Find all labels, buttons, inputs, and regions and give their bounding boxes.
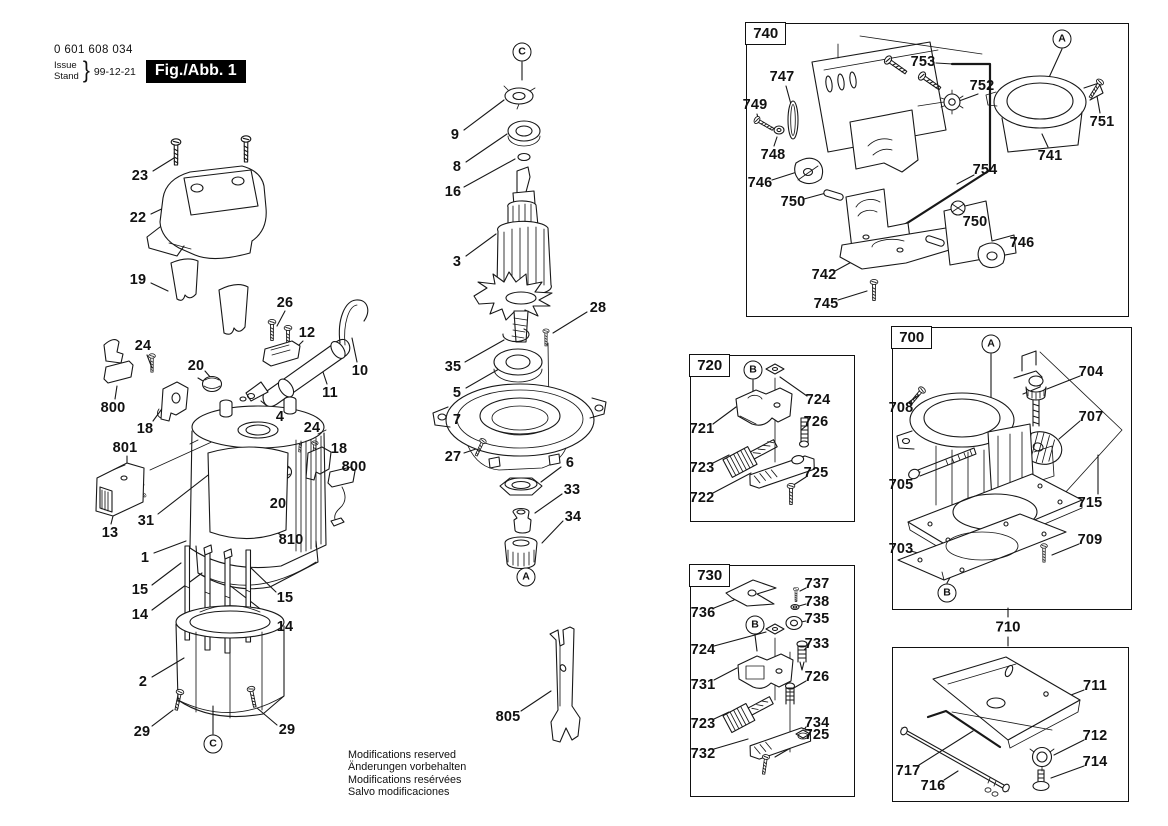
part-callout-1: 1 [140,550,150,566]
part-callout-805: 805 [495,709,521,725]
leader-line [152,573,202,610]
part-800-left-brush-drawing [104,340,133,383]
part-callout-29: 29 [278,722,296,738]
part-callout-749: 749 [742,97,768,113]
part-callout-751: 751 [1089,114,1115,130]
part-callout-724: 724 [690,642,716,658]
part-callout-723: 723 [690,716,716,732]
part-callout-27: 27 [444,449,462,465]
inset-box-720 [690,355,855,522]
part-callout-725: 725 [803,465,829,481]
part-callout-737: 737 [804,576,830,592]
notice-line-de: Änderungen vorbehalten [348,761,467,774]
part-callout-750: 750 [962,214,988,230]
issue-label: Issue [54,60,77,71]
connector-label-710: 710 [995,618,1021,636]
leader-line [466,234,496,256]
part-callout-738: 738 [804,594,830,610]
leader-line [152,563,181,585]
part-callout-716: 716 [920,778,946,794]
leader-line [464,159,515,187]
part-callout-742: 742 [811,267,837,283]
part-callout-24: 24 [303,420,321,436]
part-callout-746: 746 [747,175,773,191]
inset-box-number: 730 [689,564,730,587]
part-callout-704: 704 [1078,364,1104,380]
part-callout-16: 16 [444,184,462,200]
leader-line [352,338,357,362]
part-callout-12: 12 [298,325,316,341]
inset-box-number: 740 [745,22,786,45]
assembly-marker-A: A [1053,30,1072,49]
part-callout-703: 703 [888,541,914,557]
assembly-marker-B: B [938,584,957,603]
part-callout-717: 717 [895,763,921,779]
leader-line [553,312,587,333]
part-callout-22: 22 [129,210,147,226]
part-callout-9: 9 [450,127,460,143]
part-callout-726: 726 [804,669,830,685]
part-805-wrench-drawing [550,627,580,742]
part-26-12-terminal-drawing [263,319,300,366]
part-callout-705: 705 [888,477,914,493]
leader-line [535,494,562,513]
part-callout-2: 2 [138,674,148,690]
inset-box-number: 720 [689,354,730,377]
part-callout-14: 14 [276,619,294,635]
part-29-screws-drawing [172,686,258,711]
part-callout-18: 18 [330,441,348,457]
leader-line [277,311,285,326]
part-callout-7: 7 [452,412,462,428]
part-6-nut-drawing [500,478,542,495]
part-callout-754: 754 [972,162,998,178]
part-callout-10: 10 [351,363,369,379]
assembly-marker-C: C [513,43,532,62]
part-callout-6: 6 [565,455,575,471]
part-number: 0 601 608 034 [54,44,133,56]
part-8-bearing-drawing [508,121,540,146]
part-callout-750: 750 [780,194,806,210]
part-callout-715: 715 [1077,495,1103,511]
part-callout-13: 13 [101,525,119,541]
part-callout-800: 800 [100,400,126,416]
part-34-collet-nut-drawing [505,537,537,569]
leader-line [542,521,563,543]
part-callout-725: 725 [804,727,830,743]
leader-line [464,100,504,130]
part-callout-4: 4 [275,409,285,425]
assembly-marker-B: B [744,361,763,380]
leader-line [153,158,174,171]
leader-line [541,467,561,482]
part-callout-801: 801 [112,440,138,456]
part-callout-15: 15 [276,590,294,606]
part-16-ring-drawing [518,154,530,161]
notice-line-fr: Modifications resérvées [348,773,462,786]
part-callout-734: 734 [804,715,830,731]
part-callout-735: 735 [804,611,830,627]
part-22-motor-cap-drawing [147,166,266,259]
part-callout-19: 19 [129,272,147,288]
assembly-marker-A: A [982,335,1001,354]
part-callout-745: 745 [813,296,839,312]
part-33-collet-drawing [513,509,531,533]
part-callout-714: 714 [1082,754,1108,770]
part-callout-724: 724 [805,392,831,408]
part-callout-746: 746 [1009,235,1035,251]
part-callout-736: 736 [690,605,716,621]
part-callout-722: 722 [689,490,715,506]
part-13-switch-drawing [96,463,144,516]
part-callout-721: 721 [689,421,715,437]
issue-stand-labels [54,61,79,82]
part-callout-34: 34 [564,509,582,525]
part-callout-707: 707 [1078,409,1104,425]
part-18-left-holder-drawing [157,382,188,421]
part-callout-20: 20 [187,358,205,374]
part-callout-712: 712 [1082,728,1108,744]
part-callout-24: 24 [134,338,152,354]
inset-box-number: 700 [891,326,932,349]
modifications-notice [348,749,466,799]
part-callout-726: 726 [803,414,829,430]
assembly-marker-C: C [204,735,223,754]
leader-line [151,283,168,291]
issue-date: 99-12-21 [93,65,136,78]
part-callout-741: 741 [1037,148,1063,164]
title-block [54,44,246,83]
leader-line [521,691,551,711]
part-callout-5: 5 [452,385,462,401]
part-callout-708: 708 [888,400,914,416]
part-callout-731: 731 [690,677,716,693]
leader-line [154,541,186,553]
part-callout-23: 23 [131,168,149,184]
part-callout-26: 26 [276,295,294,311]
part-callout-15: 15 [131,582,149,598]
notice-line-es: Salvo modificaciones [348,786,450,799]
part-9-washer-drawing [504,86,535,109]
part-callout-747: 747 [769,69,795,85]
assembly-marker-B: B [746,616,765,635]
inset-box-740 [746,23,1129,317]
leader-line [152,658,184,677]
leader-line [466,369,499,388]
part-10-cord-drawing [339,300,367,345]
part-callout-31: 31 [137,513,155,529]
brace-glyph: } [82,57,90,83]
part-3-armature-drawing [474,167,552,342]
part-callout-752: 752 [969,78,995,94]
part-callout-33: 33 [563,482,581,498]
part-callout-18: 18 [136,421,154,437]
part-18-right-holder-drawing [306,447,331,480]
part-callout-20: 20 [269,496,287,512]
part-1-lower-housing-drawing [196,541,318,589]
figure-badge: Fig./Abb. 1 [146,60,246,83]
part-callout-753: 753 [910,54,936,70]
notice-line-en: Modifications reserved [348,749,457,761]
part-23-screws-drawing [171,136,251,165]
part-callout-732: 732 [690,746,716,762]
part-callout-709: 709 [1077,532,1103,548]
leader-line [152,710,173,726]
part-19-cover-plates-drawing [171,259,248,334]
part-callout-29: 29 [133,724,151,740]
part-callout-3: 3 [452,254,462,270]
part-callout-810: 810 [278,532,304,548]
part-20-left-cap-drawing [198,377,222,392]
part-callout-11: 11 [322,385,338,401]
part-callout-711: 711 [1083,678,1107,694]
part-callout-723: 723 [689,460,715,476]
stand-label: Stand [54,70,79,82]
leader-line [115,386,117,399]
part-callout-35: 35 [444,359,462,375]
leader-line [466,134,507,162]
part-callout-733: 733 [804,636,830,652]
part-callout-14: 14 [131,607,149,623]
part-800-right-brush-drawing [328,467,355,526]
part-5-bearing-drawing [494,349,542,382]
part-callout-28: 28 [589,300,607,316]
part-callout-8: 8 [452,159,462,175]
assembly-marker-A: A [517,568,536,587]
part-2-stator-drawing [176,606,284,719]
part-callout-748: 748 [760,147,786,163]
part-callout-800: 800 [341,459,367,475]
